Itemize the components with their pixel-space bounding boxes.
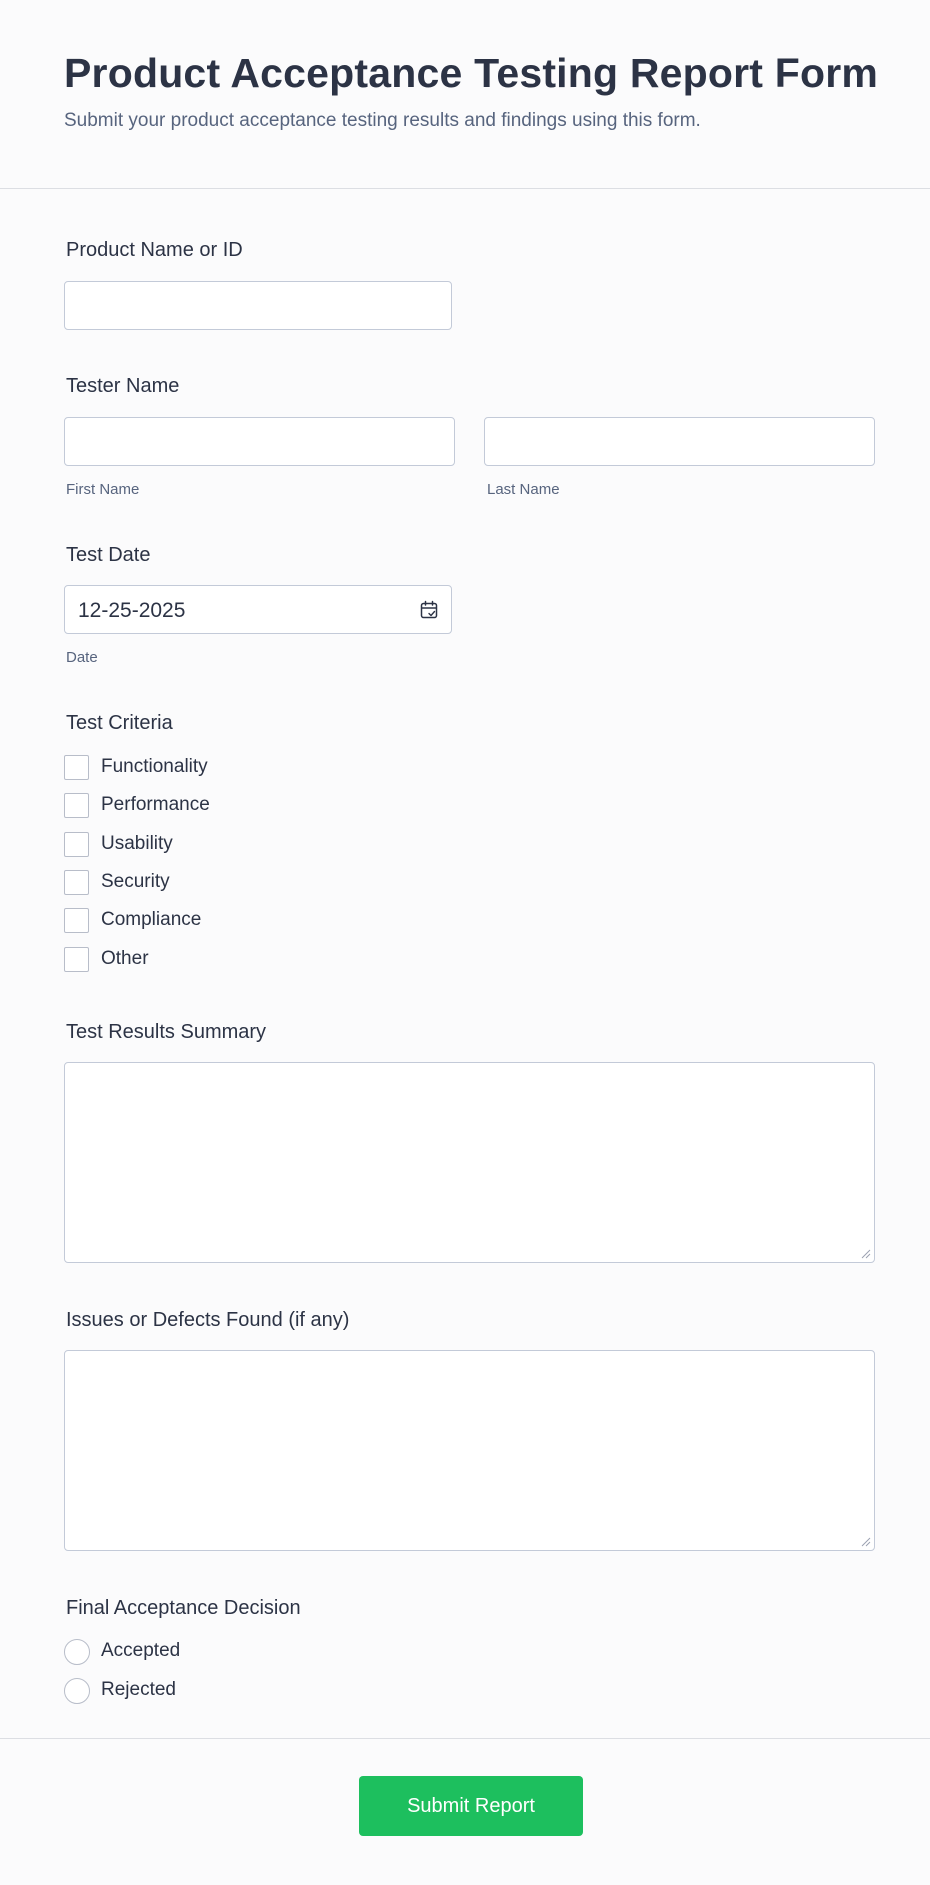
checkbox[interactable] (64, 755, 89, 780)
test-results-summary-textarea[interactable] (64, 1062, 875, 1263)
calendar-icon[interactable] (419, 600, 439, 620)
issues-defects-textarea[interactable] (64, 1350, 875, 1551)
test-criteria-label: Test Criteria (66, 712, 173, 734)
test-date-input[interactable] (64, 585, 452, 634)
checkbox[interactable] (64, 947, 89, 972)
form-footer (0, 1738, 930, 1885)
checkbox-label[interactable]: Functionality (101, 756, 208, 777)
checkbox-label[interactable]: Performance (101, 794, 210, 815)
form-header (0, 0, 930, 189)
test-date-label: Test Date (66, 544, 151, 566)
first-name-sublabel: First Name (66, 481, 140, 498)
checkbox[interactable] (64, 832, 89, 857)
last-name-input[interactable] (484, 417, 875, 466)
form-subtitle: Submit your product acceptance testing results and findings using this form. (64, 110, 701, 131)
radio-button[interactable] (64, 1639, 90, 1665)
resize-grip-icon[interactable] (861, 1537, 871, 1547)
test-date-value: 12-25-2025 (78, 599, 186, 622)
last-name-sublabel: Last Name (487, 481, 560, 498)
checkbox-label[interactable]: Compliance (101, 909, 202, 930)
submit-report-button[interactable]: Submit Report (359, 1776, 583, 1836)
checkbox-label[interactable]: Usability (101, 833, 173, 854)
test-date-sublabel: Date (66, 649, 98, 666)
radio-label[interactable]: Rejected (101, 1679, 176, 1700)
product-name-input[interactable] (64, 281, 452, 330)
tester-name-label: Tester Name (66, 375, 180, 397)
checkbox-label[interactable]: Security (101, 871, 170, 892)
first-name-input[interactable] (64, 417, 455, 466)
test-results-summary-label: Test Results Summary (66, 1021, 267, 1043)
final-decision-label: Final Acceptance Decision (66, 1597, 301, 1619)
checkbox-label[interactable]: Other (101, 948, 149, 969)
product-name-label: Product Name or ID (66, 239, 243, 261)
radio-button[interactable] (64, 1678, 90, 1704)
issues-defects-label: Issues or Defects Found (if any) (66, 1309, 350, 1331)
checkbox[interactable] (64, 793, 89, 818)
form-title: Product Acceptance Testing Report Form (64, 50, 879, 96)
resize-grip-icon[interactable] (861, 1249, 871, 1259)
checkbox[interactable] (64, 908, 89, 933)
checkbox[interactable] (64, 870, 89, 895)
radio-label[interactable]: Accepted (101, 1640, 181, 1661)
